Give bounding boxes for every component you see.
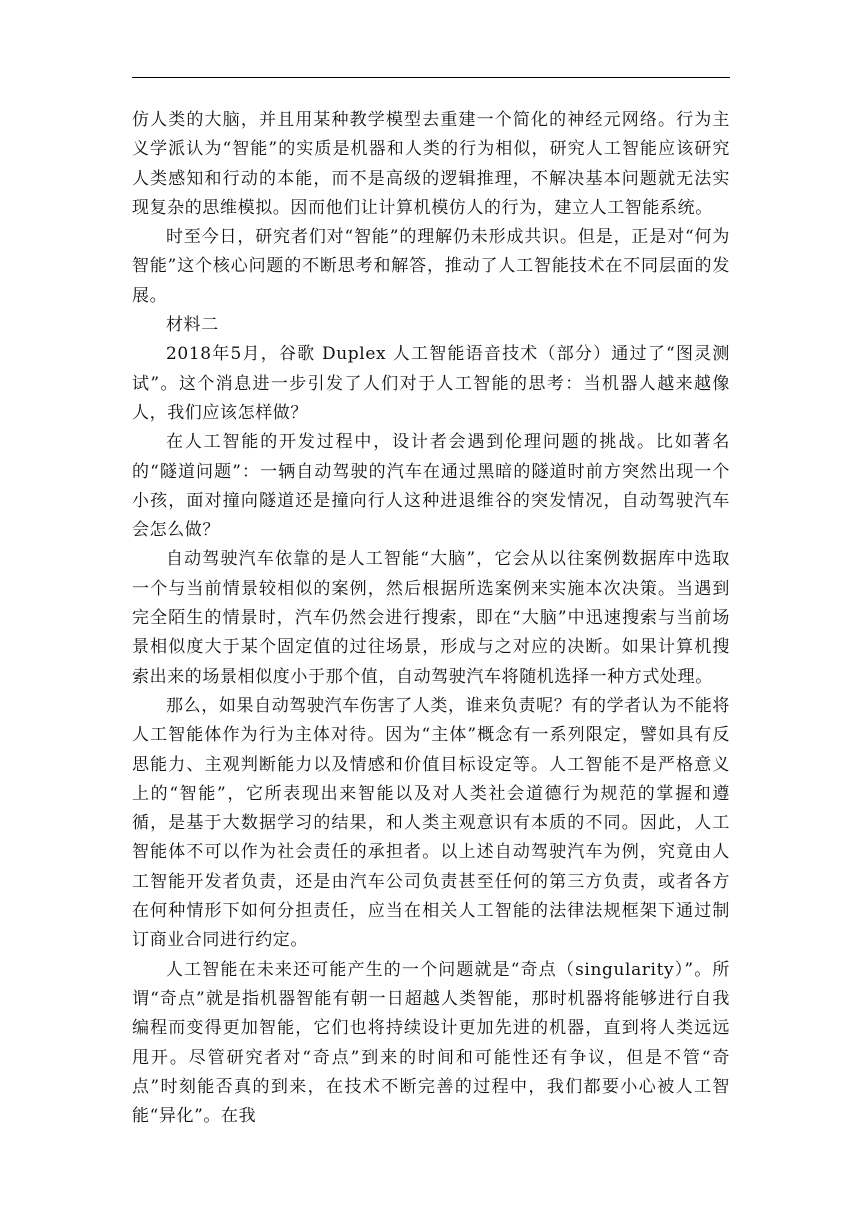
- paragraph-8: 人工智能在未来还可能产生的一个问题就是“奇点（singularity）”。所谓“奇点”就是指机器智能有朝一日超越人类智能，那时机器将能够进行自我编程而变得更加智能，它们也将持续设计更加先进的机器，直到将人类远远甩开。尽管研究者对“奇点”到来的时间和可能性还有争议，但是不管“奇点”时刻能否真的到来，在技术不断完善的过程中，我们都要小心被人工智能“异化”。在我: [132, 959, 730, 1127]
- section-heading-material-two: 材料二: [166, 315, 219, 336]
- paragraph-5: 在人工智能的开发过程中，设计者会遇到伦理问题的挑战。比如著名的“隧道问题”：一辆自动驾驶的汽车在通过黑暗的隧道时前方突然出现一个小孩，面对撞向隧道还是撞向行人这种进退维谷的突发情况，自动驾驶汽车会怎么做？: [132, 432, 730, 541]
- paragraph-6: 自动驾驶汽车依靠的是人工智能“大脑”，它会从以往案例数据库中选取一个与当前情景较相似的案例，然后根据所选案例来实施本次决策。当遇到完全陌生的情景时，汽车仍然会进行搜索，即在“大脑”中迅速搜索与当前场景相似度大于某个固定值的过往场景，形成与之对应的决断。如果计算机搜索出来的场景相似度小于那个值，自动驾驶汽车将随机选择一种方式处理。: [132, 549, 730, 687]
- paragraph-1: 仿人类的大脑，并且用某种教学模型去重建一个简化的神经元网络。行为主义学派认为“智能”的实质是机器和人类的行为相似，研究人工智能应该研究人类感知和行动的本能，而不是高级的逻辑推理，不解决基本问题就无法实现复杂的思维模拟。因而他们让计算机模仿人的行为，建立人工智能系统。: [132, 110, 730, 218]
- header-rule: [132, 77, 730, 78]
- paragraph-2: 时至今日，研究者们对“智能”的理解仍未形成共识。但是，正是对“何为智能”这个核心问题的不断思考和解答，推动了人工智能技术在不同层面的发展。: [132, 227, 730, 306]
- paragraph-7: 那么，如果自动驾驶汽车伤害了人类，谁来负责呢？有的学者认为不能将人工智能体作为行为主体对待。因为“主体”概念有一系列限定，譬如具有反思能力、主观判断能力以及情感和价值目标设定等。人工智能不是严格意义上的“智能”，它所表现出来智能以及对人类社会道德行为规范的掌握和遵循，是基于大数据学习的结果，和人类主观意识有本质的不同。因此，人工智能体不可以作为社会责任的承担者。以上述自动驾驶汽车为例，究竟由人工智能开发者负责，还是由汽车公司负责甚至任何的第三方负责，或者各方在何种情形下如何分担责任，应当在相关人工智能的法律法规框架下通过制订商业合同进行约定。: [132, 695, 730, 951]
- paragraph-4: 2018年5月，谷歌 Duplex 人工智能语音技术（部分）通过了“图灵测试”。这个消息进一步引发了人们对于人工智能的思考：当机器人越来越像人，我们应该怎样做？: [132, 344, 730, 423]
- document-body: [132, 106, 730, 1131]
